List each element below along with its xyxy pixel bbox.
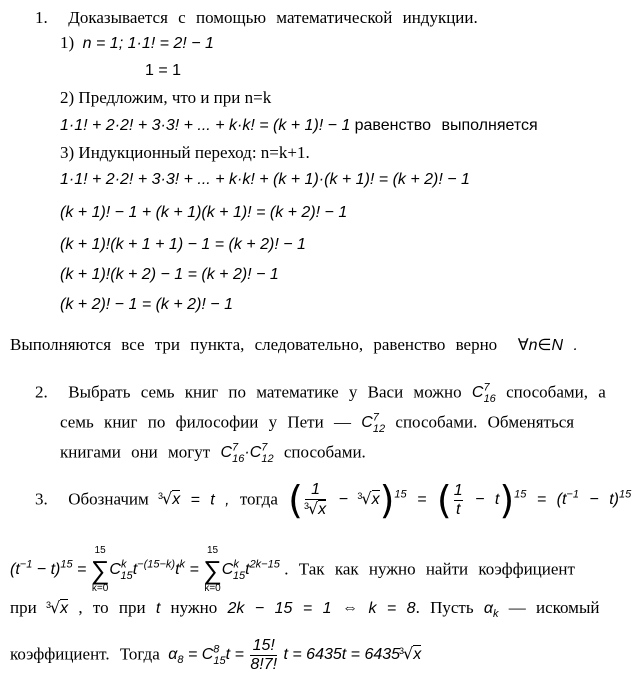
- s2-line1: [35, 378, 606, 409]
- s2-number: 2.: [35, 382, 48, 402]
- s3-eq-t: = t ,: [190, 491, 230, 509]
- s3-expr-main: ( 1 3 √x − 3 √x)$^{15}$ = ( $\frac{1}{t}$ − $t)^{15} = (t^{-1} - t)^{15}$: [288, 478, 632, 523]
- s3-t: t: [155, 600, 161, 617]
- s3-cbrt-x-2: 3 √x: [45, 598, 69, 617]
- s1-title-line: [35, 8, 478, 28]
- s1-step1: [60, 33, 214, 54]
- s1-eq1: 1·1! + 2·2! + 3·3! + ... + k·k! + (k + 1)·(k + 1)! = (k + 2)! − 1: [60, 171, 470, 188]
- s2-l3b: способами.: [283, 442, 366, 462]
- s3-pri: при: [10, 598, 37, 617]
- s1-eq4: (k + 1)!(k + 2) − 1 = (k + 2)! − 1: [60, 266, 279, 283]
- s3-togda: тогда: [239, 489, 278, 509]
- s1-step1-eq: n = 1; 1·1! = 2! − 1: [82, 35, 214, 52]
- s3-line2: [10, 545, 575, 596]
- s1-step3-label: 3) Индукционный переход: n=k+1.: [60, 143, 310, 162]
- s1-conclusion-line: [10, 335, 578, 356]
- s1-step2-eq: 1·1! + 2·2! + 3·3! + ... + k·k! = (k + 1)! − 1: [60, 117, 351, 134]
- s2-l2b: способами. Обменяться: [395, 412, 575, 432]
- s3-cbrt-x: 3 √x: [158, 489, 181, 509]
- s3-oboz: Обозначим: [68, 489, 149, 509]
- s3-to-pri: , то при: [78, 598, 146, 617]
- s3-line4: [10, 630, 421, 681]
- s2-l1a: Выбрать семь книг по математике у Васи можно: [68, 382, 462, 402]
- s3-binomial: $(t^{-1} - t)^{15}$ = 15 ∑ k=0 $C^k_{15}t^{-(15-k)}t^k$ = 15 ∑ k=0 $C^k_{15}t^{2k-15}$: [10, 545, 280, 595]
- s2-product: $C^7_{16}\cdot C^7_{12}$: [220, 442, 274, 465]
- s1-step2-label: 2) Предложим, что и при n=k: [60, 88, 272, 107]
- s2-c12-7: $C^7_{12}$: [361, 412, 386, 435]
- s1-conclusion: Выполняются все три пункта, следовательно, равенство верно: [10, 335, 498, 354]
- s2-l2a: семь книг по философии у Пети —: [60, 412, 351, 432]
- s3-iskomy: — искомый: [508, 598, 600, 617]
- s2-l1b: способами, а: [506, 382, 606, 402]
- s3-coef: коэффициент. Тогда: [10, 644, 160, 664]
- s3-line1: [35, 475, 632, 523]
- s1-forall: ∀n∈N .: [517, 337, 578, 354]
- s2-line3: [60, 438, 366, 469]
- s3-cond: 2k − 15 = 1 ⇔ k = 8: [227, 600, 416, 617]
- s3-number: 3.: [35, 489, 48, 509]
- s2-l3a: книгами они могут: [60, 442, 211, 462]
- s1-step1-result: 1 = 1: [145, 62, 182, 79]
- s1-title: Доказывается с помощью математической индукции.: [68, 8, 478, 27]
- s1-eq3: (k + 1)!(k + 1 + 1) − 1 = (k + 2)! − 1: [60, 236, 306, 253]
- s3-alpha-k: $\alpha_k$: [483, 600, 499, 621]
- s3-line3: [10, 598, 599, 624]
- s2-line2: [60, 408, 574, 439]
- s3-nuzhno: нужно: [170, 598, 218, 617]
- s3-pust: . Пусть: [415, 598, 474, 617]
- s1-eq2: (k + 1)! − 1 + (k + 1)(k + 1)! = (k + 2)! − 1: [60, 204, 348, 221]
- s1-step2-eq-line: [60, 115, 538, 136]
- s1-eq5: (k + 2)! − 1 = (k + 2)! − 1: [60, 296, 233, 313]
- s2-c16-7: $C^7_{16}$: [471, 382, 496, 405]
- s1-step2-tail: равенство выполняется: [354, 117, 538, 134]
- s3-line2-tail: . Так как нужно найти коэффициент: [284, 559, 575, 579]
- s3-final-expr: $\alpha_8 = C^8_{15}t$ = $\frac{15!}{8!7!}$ t = 6435t = 6435 3 √x: [168, 636, 422, 673]
- s1-step1-label: 1): [60, 33, 75, 52]
- s1-number: 1.: [35, 8, 48, 27]
